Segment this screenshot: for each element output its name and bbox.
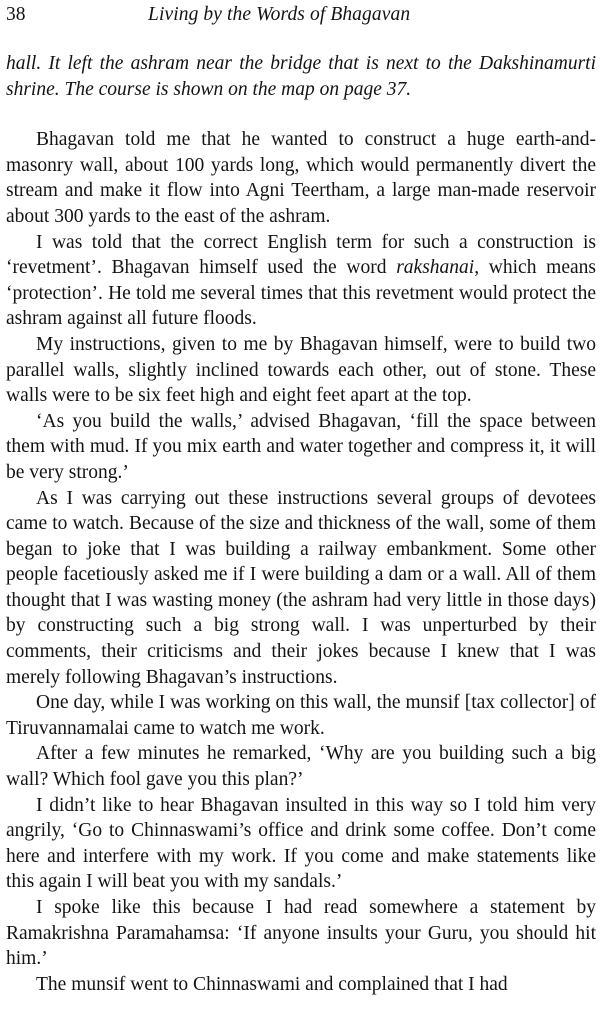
book-page — [4, 0, 596, 1028]
tamil-term: rakshanai — [396, 257, 475, 279]
paragraph: The munsif went to Chinnaswami and complained that I had — [36, 973, 508, 995]
paragraph: I spoke like this because I had read somewhere a statement by Ramakrishna Paramahamsa: ‘If anyone insults your Guru, you should hit him.’ — [6, 897, 596, 970]
paragraph: I didn’t like to hear Bhagavan insulted in this way so I told him very angrily, ‘Go to Chinnaswami’s office and drink some coffee. Don’t come here and interfere with my work. If you come and make statements like this again I will beat you with my sandals.’ — [6, 794, 596, 893]
page-number: 38 — [6, 4, 26, 25]
paragraph: After a few minutes he remarked, ‘Why are you building such a big wall? Which fool gave you this plan?’ — [6, 743, 596, 791]
paragraph: One day, while I was working on this wall, the munsif [tax collector] of Tiruvannamalai came to watch me work. — [6, 692, 596, 739]
paragraph — [6, 230, 596, 332]
body-text — [6, 51, 596, 997]
running-head — [4, 3, 596, 27]
running-title: Living by the Words of Bhagavan — [148, 4, 411, 25]
paragraph: My instructions, given to me by Bhagavan himself, were to build two parallel walls, slightly inclined towards each other, out of stone. These walls were to be six feet high and eight feet apart at the top. — [6, 333, 596, 407]
paragraph: Bhagavan told me that he wanted to construct a huge earth-and-masonry wall, about 100 yards long, which would permanently divert the stream and make it flow into Agni Teertham, a large man-made reservoir about 300 yards to the east of the ashram. — [6, 129, 596, 227]
paragraph: As I was carrying out these instructions several groups of devotees came to watch. Because of the size and thickness of the wall, some of them began to joke that I was building a railway embankment. Some other people facetiously asked me if I were building a dam or a wall. All of them thought that I was wasting money (the ashram had very little in those days) by constructing such a big strong wall. I was unperturbed by their comments, their criticisms and their jokes because I knew that I was merely following Bhagavan’s instructions. — [6, 487, 596, 688]
paragraph-text: , which means ‘protection’. He told me several times that this revetment would protect the ashram against all future floods. — [6, 257, 596, 330]
paragraph: ‘As you build the walls,’ advised Bhagavan, ‘fill the space between them with mud. If you mix earth and water together and compress it, it will be very strong.’ — [6, 410, 596, 483]
paragraph-text: I was told that the correct English term for such a construction is ‘revetment’. Bhagavan himself used the word — [6, 231, 596, 279]
intro-note: hall. It left the ashram near the bridge that is next to the Dakshinamurti shrine. The course is shown on the map on page 37. — [6, 53, 596, 100]
